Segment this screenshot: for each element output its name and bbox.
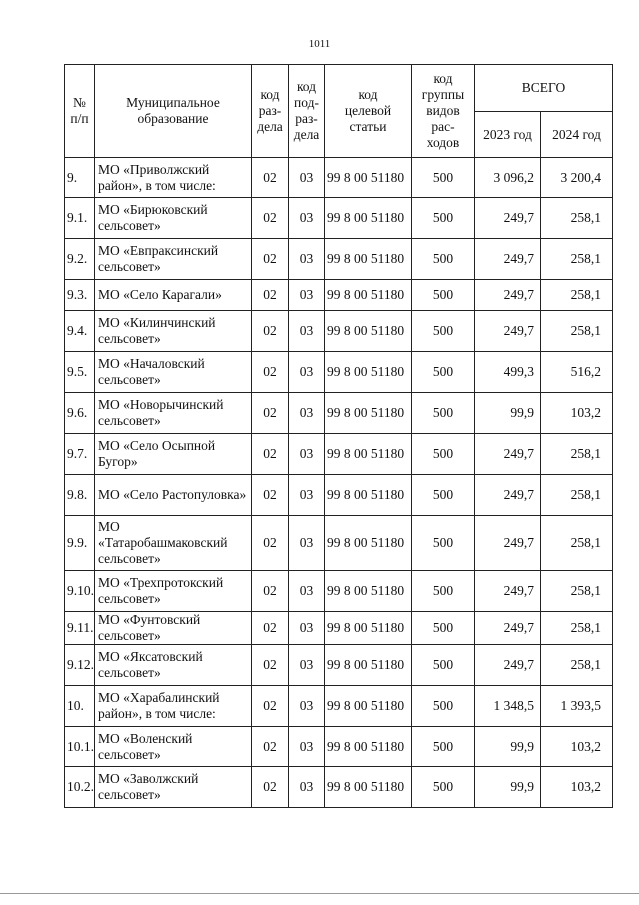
table-row: [65, 239, 613, 280]
amount-2024: 103,2: [541, 727, 613, 767]
target-article-code: 99 8 00 51180: [325, 393, 412, 434]
expense-type-code: 500: [412, 612, 475, 645]
amount-2024: 258,1: [541, 645, 613, 686]
row-number: 9.: [65, 158, 95, 198]
amount-2023: 249,7: [475, 434, 541, 475]
row-number: 10.2.: [65, 767, 95, 808]
amount-2024: 258,1: [541, 475, 613, 516]
table-row: [65, 434, 613, 475]
amount-2024: 258,1: [541, 198, 613, 239]
podrazdel-code: 03: [289, 767, 325, 808]
expense-type-code: 500: [412, 767, 475, 808]
target-article-code: 99 8 00 51180: [325, 727, 412, 767]
amount-2024: 258,1: [541, 612, 613, 645]
municipality-name: МО «Заволжский сельсовет»: [95, 767, 252, 808]
razdel-code: 02: [252, 571, 289, 612]
razdel-code: 02: [252, 612, 289, 645]
target-article-code: 99 8 00 51180: [325, 280, 412, 311]
amount-2023: 499,3: [475, 352, 541, 393]
razdel-code: 02: [252, 352, 289, 393]
row-number: 9.10.: [65, 571, 95, 612]
municipality-name: МО «Харабалинский район», в том числе:: [95, 686, 252, 727]
municipality-name: МО «Евпраксинский сельсовет»: [95, 239, 252, 280]
row-number: 9.8.: [65, 475, 95, 516]
razdel-code: 02: [252, 239, 289, 280]
amount-2024: 3 200,4: [541, 158, 613, 198]
expense-type-code: 500: [412, 434, 475, 475]
amount-2024: 258,1: [541, 239, 613, 280]
target-article-code: 99 8 00 51180: [325, 158, 412, 198]
budget-table: [64, 64, 613, 808]
row-number: 9.2.: [65, 239, 95, 280]
amount-2024: 103,2: [541, 767, 613, 808]
expense-type-code: 500: [412, 158, 475, 198]
expense-type-code: 500: [412, 280, 475, 311]
table-row: [65, 311, 613, 352]
amount-2024: 103,2: [541, 393, 613, 434]
municipality-name: МО «Яксатовский сельсовет»: [95, 645, 252, 686]
razdel-code: 02: [252, 158, 289, 198]
header-razdel: код раз- дела: [252, 65, 289, 158]
expense-type-code: 500: [412, 352, 475, 393]
podrazdel-code: 03: [289, 280, 325, 311]
razdel-code: 02: [252, 516, 289, 571]
row-number: 9.4.: [65, 311, 95, 352]
row-number: 9.7.: [65, 434, 95, 475]
municipality-name: МО «Село Осыпной Бугор»: [95, 434, 252, 475]
municipality-name: МО «Килинчинский сельсовет»: [95, 311, 252, 352]
expense-type-code: 500: [412, 516, 475, 571]
municipality-name: МО «Татаробашмаковский сельсовет»: [95, 516, 252, 571]
row-number: 10.1.: [65, 727, 95, 767]
podrazdel-code: 03: [289, 239, 325, 280]
expense-type-code: 500: [412, 311, 475, 352]
amount-2023: 3 096,2: [475, 158, 541, 198]
amount-2023: 99,9: [475, 393, 541, 434]
razdel-code: 02: [252, 686, 289, 727]
row-number: 9.9.: [65, 516, 95, 571]
expense-type-code: 500: [412, 686, 475, 727]
target-article-code: 99 8 00 51180: [325, 239, 412, 280]
razdel-code: 02: [252, 280, 289, 311]
municipality-name: МО «Бирюковский сельсовет»: [95, 198, 252, 239]
row-number: 9.11.: [65, 612, 95, 645]
podrazdel-code: 03: [289, 158, 325, 198]
podrazdel-code: 03: [289, 198, 325, 239]
amount-2023: 249,7: [475, 645, 541, 686]
podrazdel-code: 03: [289, 612, 325, 645]
target-article-code: 99 8 00 51180: [325, 311, 412, 352]
table-row: [65, 158, 613, 198]
page-number: 1011: [308, 38, 331, 50]
podrazdel-code: 03: [289, 727, 325, 767]
expense-type-code: 500: [412, 198, 475, 239]
row-number: 9.12.: [65, 645, 95, 686]
municipality-name: МО «Село Растопуловка»: [95, 475, 252, 516]
expense-type-code: 500: [412, 727, 475, 767]
header-podrazdel: код под- раз- дела: [289, 65, 325, 158]
podrazdel-code: 03: [289, 434, 325, 475]
podrazdel-code: 03: [289, 571, 325, 612]
target-article-code: 99 8 00 51180: [325, 612, 412, 645]
header-2024: 2024 год: [541, 112, 613, 158]
expense-type-code: 500: [412, 645, 475, 686]
amount-2023: 249,7: [475, 280, 541, 311]
header-num: № п/п: [65, 65, 95, 158]
amount-2023: 249,7: [475, 571, 541, 612]
amount-2024: 258,1: [541, 434, 613, 475]
header-total: ВСЕГО: [475, 65, 613, 112]
podrazdel-code: 03: [289, 311, 325, 352]
row-number: 9.3.: [65, 280, 95, 311]
amount-2023: 99,9: [475, 727, 541, 767]
amount-2024: 258,1: [541, 311, 613, 352]
podrazdel-code: 03: [289, 352, 325, 393]
table-row: [65, 645, 613, 686]
header-vid: код группы видов рас- ходов: [412, 65, 475, 158]
razdel-code: 02: [252, 393, 289, 434]
municipality-name: МО «Трехпротокский сельсовет»: [95, 571, 252, 612]
razdel-code: 02: [252, 475, 289, 516]
target-article-code: 99 8 00 51180: [325, 475, 412, 516]
amount-2024: 258,1: [541, 280, 613, 311]
municipality-name: МО «Приволжский район», в том числе:: [95, 158, 252, 198]
table-row: [65, 727, 613, 767]
table-row: [65, 198, 613, 239]
row-number: 9.1.: [65, 198, 95, 239]
target-article-code: 99 8 00 51180: [325, 645, 412, 686]
table-row: [65, 767, 613, 808]
table-row: [65, 571, 613, 612]
amount-2023: 249,7: [475, 239, 541, 280]
target-article-code: 99 8 00 51180: [325, 198, 412, 239]
amount-2024: 258,1: [541, 571, 613, 612]
table-row: [65, 612, 613, 645]
razdel-code: 02: [252, 198, 289, 239]
amount-2023: 249,7: [475, 475, 541, 516]
target-article-code: 99 8 00 51180: [325, 767, 412, 808]
table-row: [65, 280, 613, 311]
expense-type-code: 500: [412, 571, 475, 612]
table-row: [65, 686, 613, 727]
expense-type-code: 500: [412, 393, 475, 434]
target-article-code: 99 8 00 51180: [325, 686, 412, 727]
header-stat: код целевой статьи: [325, 65, 412, 158]
header-2023: 2023 год: [475, 112, 541, 158]
amount-2023: 249,7: [475, 516, 541, 571]
amount-2023: 99,9: [475, 767, 541, 808]
razdel-code: 02: [252, 434, 289, 475]
podrazdel-code: 03: [289, 393, 325, 434]
municipality-name: МО «Фунтовский сельсовет»: [95, 612, 252, 645]
municipality-name: МО «Село Карагали»: [95, 280, 252, 311]
header-name: Муниципальное образование: [95, 65, 252, 158]
amount-2024: 258,1: [541, 516, 613, 571]
target-article-code: 99 8 00 51180: [325, 571, 412, 612]
podrazdel-code: 03: [289, 686, 325, 727]
podrazdel-code: 03: [289, 475, 325, 516]
target-article-code: 99 8 00 51180: [325, 352, 412, 393]
table-row: [65, 516, 613, 571]
page-bottom-divider: [0, 893, 639, 894]
municipality-name: МО «Началовский сельсовет»: [95, 352, 252, 393]
amount-2024: 1 393,5: [541, 686, 613, 727]
razdel-code: 02: [252, 645, 289, 686]
podrazdel-code: 03: [289, 645, 325, 686]
razdel-code: 02: [252, 311, 289, 352]
target-article-code: 99 8 00 51180: [325, 434, 412, 475]
razdel-code: 02: [252, 767, 289, 808]
razdel-code: 02: [252, 727, 289, 767]
amount-2023: 249,7: [475, 311, 541, 352]
expense-type-code: 500: [412, 239, 475, 280]
amount-2023: 1 348,5: [475, 686, 541, 727]
target-article-code: 99 8 00 51180: [325, 516, 412, 571]
table-row: [65, 352, 613, 393]
row-number: 9.5.: [65, 352, 95, 393]
row-number: 9.6.: [65, 393, 95, 434]
table-row: [65, 475, 613, 516]
expense-type-code: 500: [412, 475, 475, 516]
amount-2023: 249,7: [475, 612, 541, 645]
table-row: [65, 393, 613, 434]
amount-2024: 516,2: [541, 352, 613, 393]
municipality-name: МО «Воленский сельсовет»: [95, 727, 252, 767]
municipality-name: МО «Новорычинский сельсовет»: [95, 393, 252, 434]
podrazdel-code: 03: [289, 516, 325, 571]
row-number: 10.: [65, 686, 95, 727]
amount-2023: 249,7: [475, 198, 541, 239]
